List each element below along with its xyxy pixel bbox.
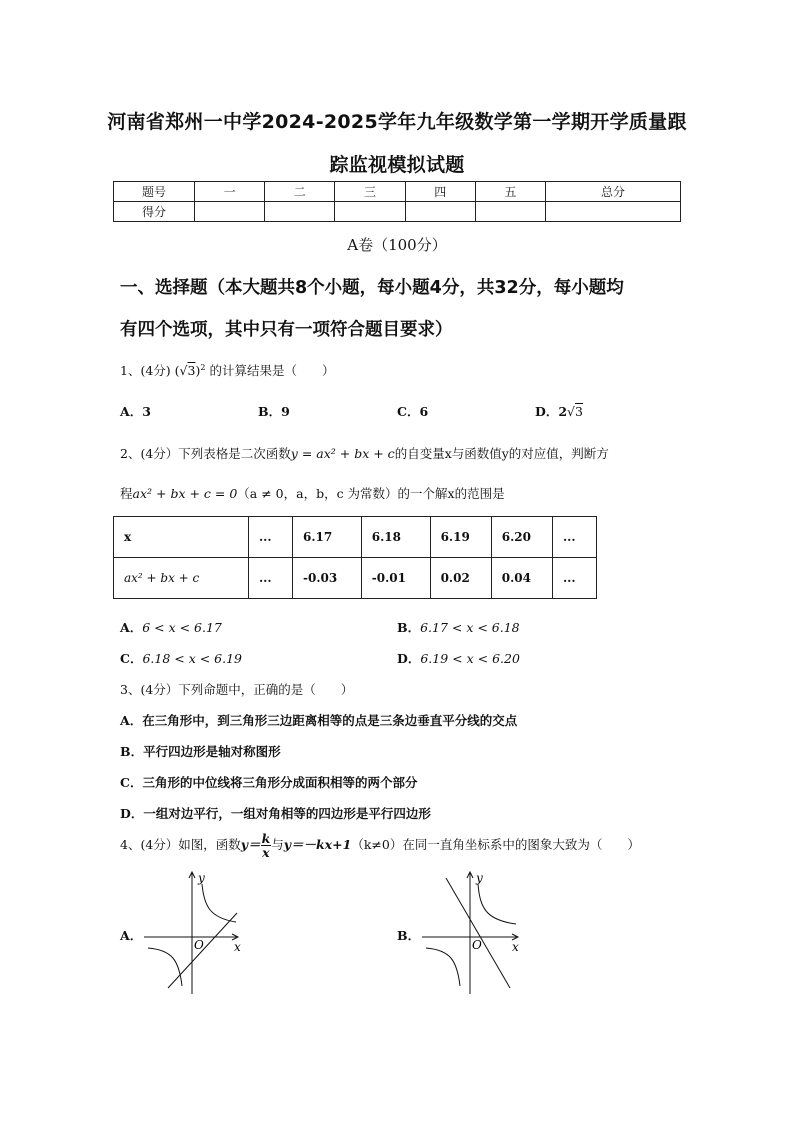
score-input-cell[interactable] <box>475 202 545 222</box>
q4-graph-a[interactable] <box>140 868 260 998</box>
q2-table-row-fx <box>114 558 597 599</box>
q2-option-c-label: C． <box>120 651 143 666</box>
q4-prefix: 4、(4分）如图，函数 <box>120 837 241 852</box>
hyperbola-branch-q1 <box>478 884 516 924</box>
q2-table-cell: 0.04 <box>491 558 552 599</box>
q2-option-c-expr: 6.18 < x < 6.19 <box>142 651 243 666</box>
hyperbola-branch-q3 <box>148 948 182 986</box>
q4-option-b[interactable]: B． <box>397 928 421 943</box>
q2-option-d[interactable] <box>397 649 520 667</box>
score-input-cell[interactable] <box>546 202 681 222</box>
sqrt-icon: √ <box>567 404 576 419</box>
q2-option-b-label: B． <box>397 620 421 635</box>
score-cell: 总分 <box>546 182 681 202</box>
q2-table-cell: ... <box>249 517 293 558</box>
q1-option-d[interactable] <box>535 402 583 420</box>
q3-option-b[interactable]: B．平行四边形是轴对称图形 <box>120 744 281 759</box>
q2-option-d-label: D． <box>397 651 421 666</box>
q2-option-a-label: A． <box>120 620 143 635</box>
hyperbola-branch-q1 <box>202 884 236 922</box>
question-2-stem-line2 <box>120 484 505 502</box>
q4-fraction <box>261 832 272 859</box>
question-1-stem <box>120 361 334 379</box>
score-cell: 五 <box>475 182 545 202</box>
q2-option-b-expr: 6.17 < x < 6.18 <box>420 620 520 635</box>
score-cell: 四 <box>405 182 475 202</box>
q2-table-cell: 6.18 <box>361 517 430 558</box>
q2-table-cell: 6.19 <box>430 517 491 558</box>
q2-option-a-expr: 6 < x < 6.17 <box>142 620 222 635</box>
q4-frac-num: k <box>261 831 271 846</box>
score-input-cell[interactable] <box>405 202 475 222</box>
score-table-score-row <box>114 202 681 222</box>
q4-condition: （k≠0）在同一直角坐标系中的图象大致为（ ） <box>351 837 640 852</box>
q1-option-b[interactable]: B．9 <box>258 404 290 419</box>
q2-function: y = ax² + bx + c <box>290 446 395 461</box>
part1-heading-line2: 有四个选项，其中只有一项符合题目要求） <box>120 320 453 340</box>
score-input-cell[interactable] <box>335 202 405 222</box>
q1-option-c[interactable]: C．6 <box>397 404 429 419</box>
q2-line2-pre: 程 <box>120 486 133 501</box>
question-4-stem <box>120 832 640 859</box>
q2-condition: （a ≠ 0，a，b，c 为常数）的一个解x的范围是 <box>237 486 505 501</box>
q2-table-cell: x <box>114 517 249 558</box>
score-cell: 题号 <box>114 182 195 202</box>
question-3-stem: 3、(4分）下列命题中，正确的是（ ） <box>120 682 354 697</box>
q2-table-cell: 6.20 <box>491 517 552 558</box>
q4-y2: y＝－kx+1 <box>283 837 352 852</box>
exam-title-line1: 河南省郑州一中学2024-2025学年九年级数学第一学期开学质量跟 <box>107 111 687 133</box>
question-2-stem-line1 <box>120 444 609 462</box>
axis-label-y: y <box>198 871 205 885</box>
q1-option-a[interactable]: A．3 <box>120 404 151 419</box>
q2-equation: ax² + bx + c = 0 <box>132 486 238 501</box>
score-cell: 三 <box>335 182 405 202</box>
axis-label-y: y <box>476 871 483 885</box>
q2-table-cell: ... <box>553 558 597 599</box>
q2-mid: 的自变量x与函数值y的对应值，判断方 <box>394 446 609 461</box>
axis-label-x: x <box>234 940 241 954</box>
q1-prefix: 1、(4分) <box>120 363 171 378</box>
q4-option-a[interactable]: A． <box>120 928 143 943</box>
q4-mid: 与 <box>271 837 284 852</box>
q4-y1-lhs: y＝ <box>240 837 261 852</box>
q2-table-row-x <box>114 517 597 558</box>
q2-prefix: 2、(4分）下列表格是二次函数 <box>120 446 291 461</box>
score-cell: 得分 <box>114 202 195 222</box>
score-table-header-row <box>114 182 681 202</box>
score-cell: 一 <box>195 182 265 202</box>
line-graph <box>446 878 510 988</box>
q1-option-d-label: D．2 <box>535 404 568 419</box>
score-input-cell[interactable] <box>195 202 265 222</box>
q1-exponent: 2 <box>200 362 206 372</box>
q2-table-cell: ax² + bx + c <box>114 558 249 599</box>
q2-option-a[interactable] <box>120 618 222 636</box>
part1-heading-line1: 一、选择题（本大题共8个小题，每小题4分，共32分，每小题均 <box>120 278 624 298</box>
q2-table-cell: 6.17 <box>293 517 362 558</box>
q3-option-c[interactable]: C．三角形的中位线将三角形分成面积相等的两个部分 <box>120 775 418 790</box>
q1-radicand: 3 <box>187 363 196 378</box>
hyperbola-branch-q3 <box>426 948 460 986</box>
origin-label: O <box>194 938 204 952</box>
q2-table-cell: -0.03 <box>293 558 362 599</box>
axis-label-x: x <box>512 940 519 954</box>
q2-values-table <box>113 516 597 599</box>
q1-expression: $(√3)^2$ <box>174 362 206 378</box>
q4-frac-den: x <box>262 845 270 860</box>
exam-title-line2: 踪监视模拟试题 <box>329 154 465 176</box>
q2-option-c[interactable] <box>120 649 242 667</box>
score-cell: 二 <box>265 182 335 202</box>
q2-table-cell: -0.01 <box>361 558 430 599</box>
q3-option-a[interactable]: A．在三角形中，到三角形三边距离相等的点是三条边垂直平分线的交点 <box>120 713 518 728</box>
q2-table-cell: ... <box>249 558 293 599</box>
sqrt-icon: √ <box>179 363 188 378</box>
origin-label: O <box>472 938 482 952</box>
score-input-cell[interactable] <box>265 202 335 222</box>
q1-option-d-radicand: 3 <box>575 404 583 419</box>
score-table <box>113 181 681 222</box>
q2-option-d-expr: 6.19 < x < 6.20 <box>420 651 520 666</box>
q3-option-d[interactable]: D．一组对边平行，一组对角相等的四边形是平行四边形 <box>120 806 431 821</box>
q1-suffix: 的计算结果是（ ） <box>209 363 335 378</box>
q4-graph-b[interactable] <box>418 868 528 998</box>
q2-table-cell: ... <box>553 517 597 558</box>
q2-option-b[interactable] <box>397 618 520 636</box>
q2-table-cell: 0.02 <box>430 558 491 599</box>
section-a-heading: A卷（100分） <box>347 236 447 254</box>
